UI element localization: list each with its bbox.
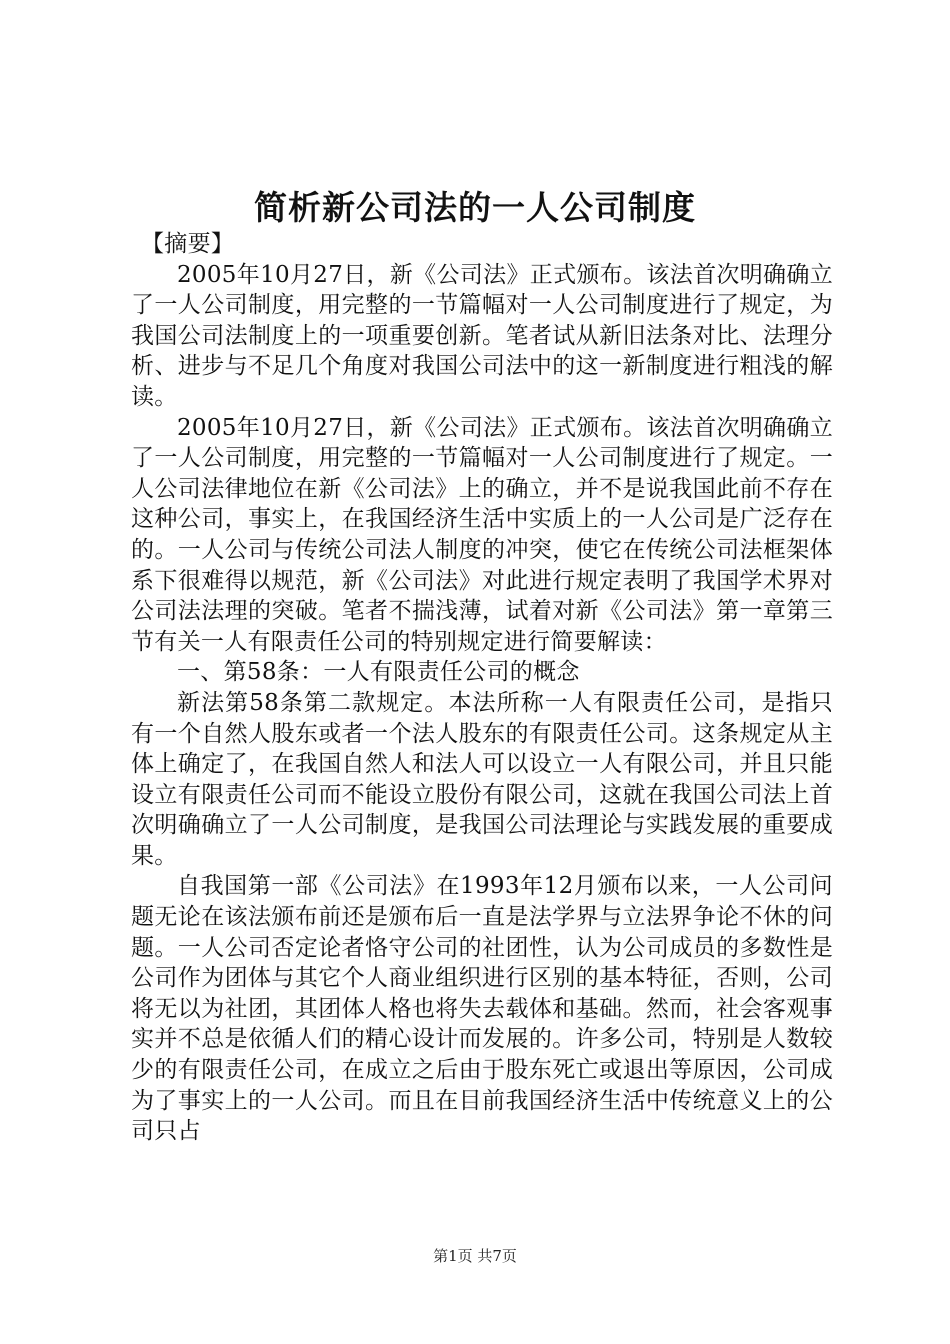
abstract-paragraph: 2005年10月27日，新《公司法》正式颁布。该法首次明确确立了一人公司制度，用完整的一节篇幅对一人公司制度进行了规定，为我国公司法制度上的一项重要创新。笔者试从新旧法条对比、法理分析、进步与不足几个角度对我国公司法中的这一新制度进行粗浅的解读。: [131, 261, 833, 410]
page-footer: 第1页 共7页: [433, 1247, 517, 1265]
body-paragraph: 新法第58条第二款规定。本法所称一人有限责任公司，是指只有一个自然人股东或者一个法人股东的有限责任公司。这条规定从主体上确定了，在我国自然人和法人可以设立一人有限公司，并且只能设立有限责任公司而不能设立股份有限公司，这就在我国公司法上首次明确确立了一人公司制度，是我国公司法理论与实践发展的重要成果。: [131, 689, 833, 869]
abstract-label: 【摘要】: [141, 231, 235, 257]
body-paragraph: 自我国第一部《公司法》在1993年12月颁布以来，一人公司问题无论在该法颁布前还是颁布后一直是法学界与立法界争论不休的问题。一人公司否定论者恪守公司的社团性，认为公司成员的多数性是公司作为团体与其它个人商业组织进行区别的基本特征，否则，公司将无以为社团，其团体人格也将失去载体和基础。然而，社会客观事实并不总是依循人们的精心设计而发展的。许多公司，特别是人数较少的有限责任公司，在成立之后由于股东死亡或退出等原因，公司成为了事实上的一人公司。而且在目前我国经济生活中传统意义上的公司只占: [131, 873, 833, 1145]
intro-paragraph: 2005年10月27日，新《公司法》正式颁布。该法首次明确确立了一人公司制度，用完整的一节篇幅对一人公司制度进行了规定。一人公司法律地位在新《公司法》上的确立，并不是说我国此前不存在这种公司，事实上，在我国经济生活中实质上的一人公司是广泛存在的。一人公司与传统公司法人制度的冲突，使它在传统公司法框架体系下很难得以规范，新《公司法》对此进行规定表明了我国学术界对公司法法理的突破。笔者不揣浅薄，试着对新《公司法》第一章第三节有关一人有限责任公司的特别规定进行简要解读：: [131, 414, 833, 655]
document-body: [131, 229, 833, 1147]
document-title: 简析新公司法的一人公司制度: [254, 188, 696, 227]
section-heading: 一、第58条：一人有限责任公司的概念: [177, 659, 580, 686]
